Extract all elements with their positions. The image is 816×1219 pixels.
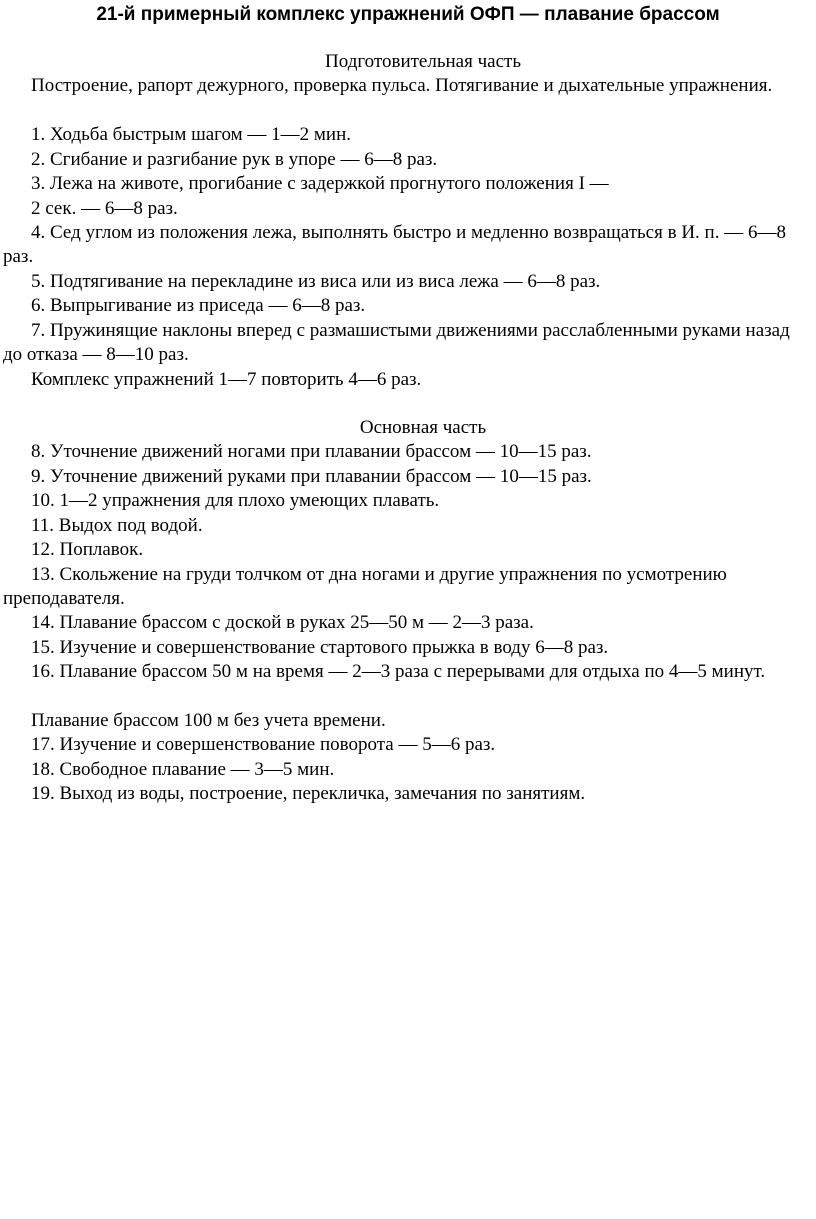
exercise-item: 11. Выдох под водой. — [31, 515, 203, 536]
exercise-item: 18. Свободное плавание — 3—5 мин. — [31, 759, 335, 780]
exercise-item: 9. Уточнение движений руками при плавании брассом — 10—15 раз. — [31, 466, 592, 487]
document-title: 21-й примерный комплекс упражнений ОФП — плавание брассом — [96, 4, 720, 25]
exercise-item: 3. Лежа на животе, прогибание с задержкой прогнутого положения I — — [31, 173, 609, 194]
exercise-item: 14. Плавание брассом с доской в руках 25—50 м — 2—3 раза. — [31, 612, 534, 633]
section-heading-preparatory: Подготовительная часть — [325, 51, 521, 72]
exercise-item: 16. Плавание брассом 50 м на время — 2—3 раза с перерывами для отдыха по 4—5 минут. — [31, 661, 766, 682]
exercise-item: 15. Изучение и совершенствование стартового прыжка в воду 6—8 раз. — [31, 637, 609, 658]
exercise-item: 8. Уточнение движений ногами при плавании брассом — 10—15 раз. — [31, 441, 592, 462]
exercise-item: 2. Сгибание и разгибание рук в упоре — 6—8 раз. — [31, 149, 438, 170]
exercise-item: 1. Ходьба быстрым шагом — 1—2 мин. — [31, 124, 352, 145]
exercise-item: 5. Подтягивание на перекладине из виса или из виса лежа — 6—8 раз. — [31, 271, 601, 292]
exercise-item: 2 сек. — 6—8 раз. — [31, 198, 178, 219]
section-heading-main: Основная часть — [359, 417, 487, 438]
exercise-item: 10. 1—2 упражнения для плохо умеющих плавать. — [31, 490, 440, 511]
exercise-item: 17. Изучение и совершенствование поворота — 5—6 раз. — [31, 734, 496, 755]
exercise-item: 4. Сед углом из положения лежа, выполнять быстро и медленно возвращаться в И. п. — 6—8 раз. — [3, 222, 786, 268]
exercise-item: 13. Скольжение на груди толчком от дна ногами и другие упражнения по усмотрению преподавателя. — [3, 564, 727, 610]
exercise-item: 7. Пружинящие наклоны вперед с размашистыми движениями расслабленными руками назад до отказа — 8—10 раз. — [3, 320, 790, 366]
exercise-item: Комплекс упражнений 1—7 повторить 4—6 раз. — [31, 369, 422, 390]
exercise-item: 12. Поплавок. — [31, 539, 144, 560]
exercise-item: 6. Выпрыгивание из приседа — 6—8 раз. — [31, 295, 366, 316]
exercise-item: 19. Выход из воды, построение, перекличка, замечания по занятиям. — [31, 783, 586, 804]
preparatory-intro: Построение, рапорт дежурного, проверка пульса. Потягивание и дыхательные упражнения. — [31, 75, 773, 96]
exercise-item: Плавание брассом 100 м без учета времени. — [31, 710, 386, 731]
